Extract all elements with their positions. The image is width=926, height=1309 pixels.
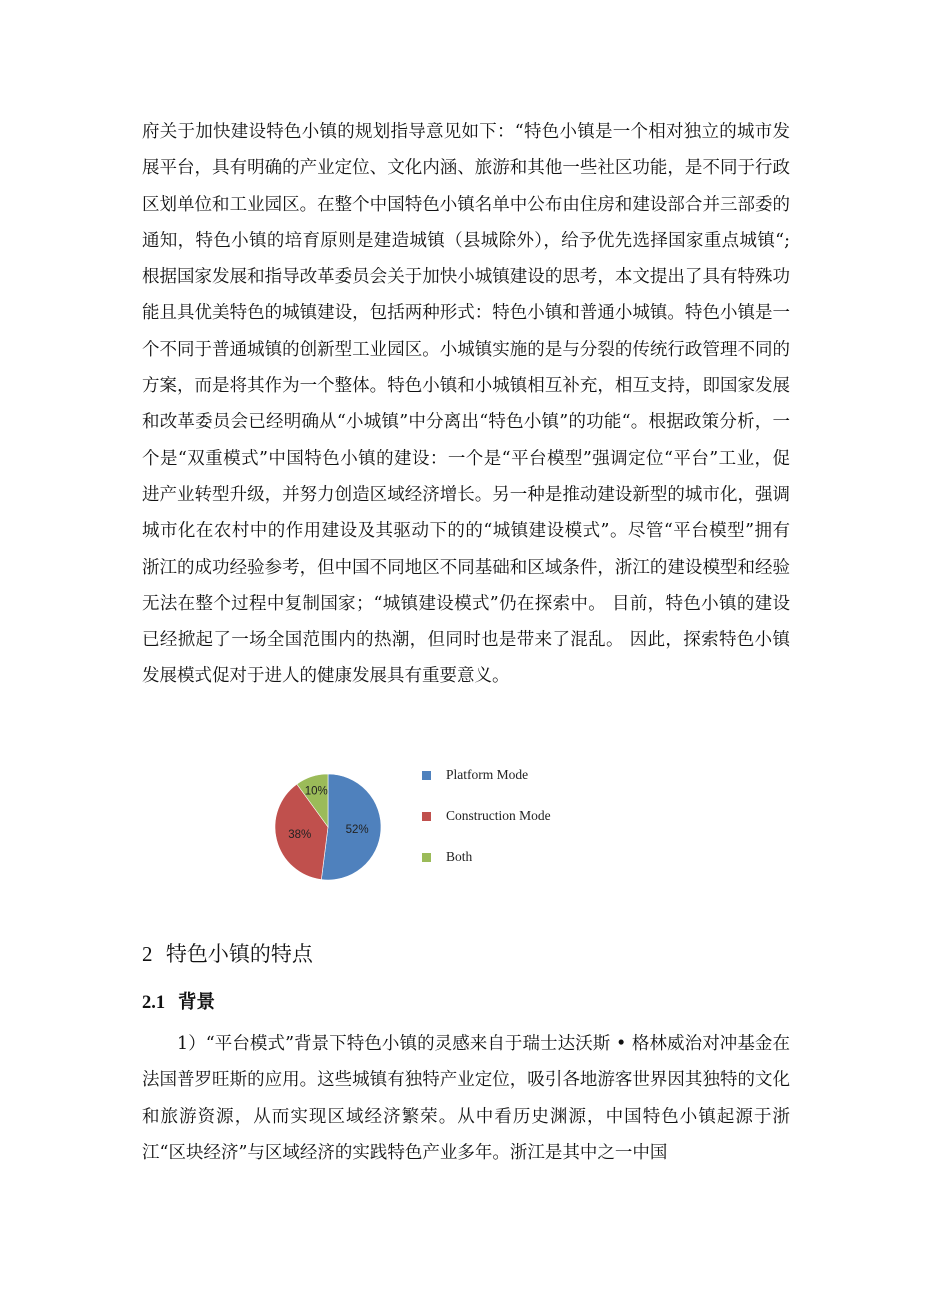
body-paragraph-background: 1）“平台模式”背景下特色小镇的灵感来自于瑞士达沃斯 • 格林威治对冲基金在法国普罗旺斯的应用。这些城镇有独特产业定位，吸引各地游客世界因其独特的文化和旅游资源，从而实现区域经济繁荣。从中看历史渊源，中国特色小镇起源于浙江“区块经济”与区域经济的实践特色产业多年。浙江是其中之一中国 bbox=[142, 1034, 790, 1163]
subsection-number: 2.1 bbox=[142, 993, 166, 1013]
legend-swatch bbox=[422, 853, 431, 862]
section-number: 2 bbox=[142, 942, 153, 966]
section-heading bbox=[142, 938, 313, 968]
body-paragraph-intro: 府关于加快建设特色小镇的规划指导意见如下：“特色小镇是一个相对独立的城市发展平台，具有明确的产业定位、文化内涵、旅游和其他一些社区功能，是不同于行政区划单位和工业园区。在整个中国特色小镇名单中公布由住房和建设部合并三部委的通知，特色小镇的培育原则是建造城镇（县城除外），给予优先选择国家重点城镇“;根据国家发展和指导改革委员会关于加快小城镇建设的思考，本文提出了具有特殊功能且具优美特色的城镇建设，包括两种形式：特色小镇和普通小城镇。特色小镇是一个不同于普通城镇的创新型工业园区。小城镇实施的是与分裂的传统行政管理不同的方案，而是将其作为一个整体。特色小镇和小城镇相互补充，相互支持，即国家发展和改革委员会已经明确从“小城镇”中分离出“特色小镇”的功能“。根据政策分析，一个是“双重模式”中国特色小镇的建设：一个是“平台模型”强调定位“平台”工业，促进产业转型升级，并努力创造区域经济增长。另一种是推动建设新型的城市化，强调城市化在农村中的作用建设及其驱动下的的“城镇建设模式”。尽管“平台模型”拥有浙江的成功经验参考，但中国不同地区不同基础和区域条件，浙江的建设模型和经验无法在整个过程中复制国家；“城镇建设模式”仍在探索中。 目前，特色小镇的建设已经掀起了一场全国范围内的热潮，但同时也是带来了混乱。 因此，探索特色小镇发展模式促对于进人的健康发展具有重要意义。 bbox=[142, 122, 790, 687]
pie-data-label: 10% bbox=[304, 785, 328, 798]
pie-data-label: 38% bbox=[288, 829, 312, 842]
pie-chart-figure bbox=[270, 760, 630, 890]
legend-label: Both bbox=[446, 849, 473, 864]
pie-data-label: 52% bbox=[345, 823, 369, 836]
legend-swatch bbox=[422, 771, 431, 780]
pie-chart bbox=[270, 760, 410, 890]
legend-swatch bbox=[422, 812, 431, 821]
section-title: 特色小镇的特点 bbox=[165, 942, 313, 966]
subsection-title: 背景 bbox=[178, 992, 216, 1013]
legend-label: Construction Mode bbox=[446, 808, 551, 823]
subsection-heading bbox=[142, 988, 215, 1014]
legend-label: Platform Mode bbox=[446, 767, 529, 782]
